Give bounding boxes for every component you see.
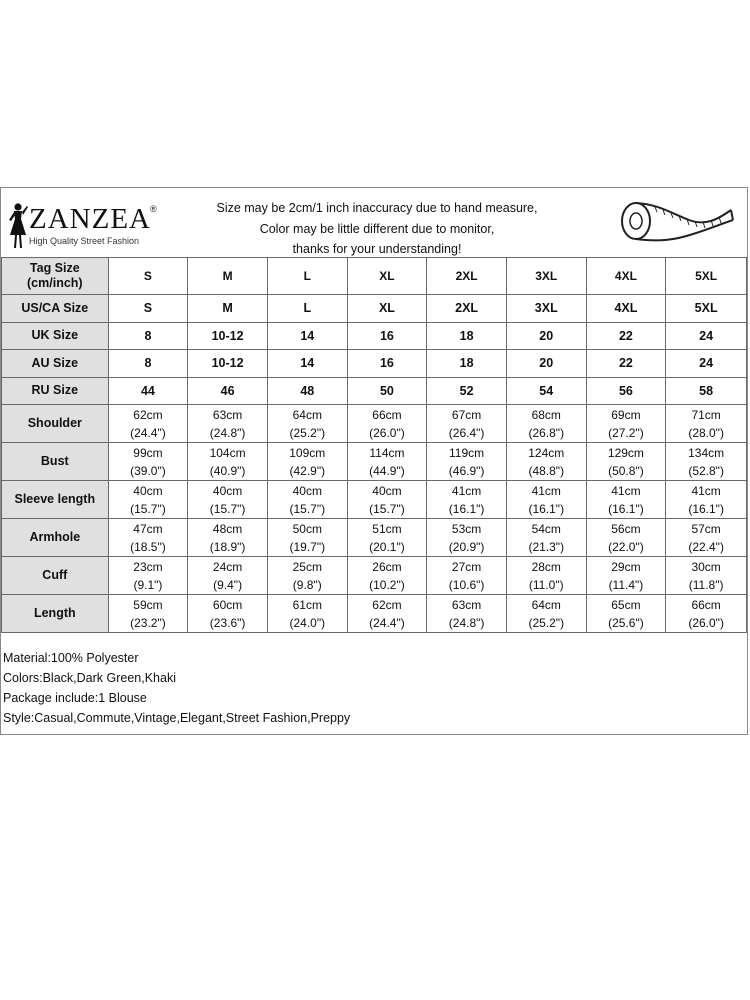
size-cell: S — [108, 258, 188, 295]
measurement-cm: 53cm — [451, 521, 482, 536]
measurement-cm: 129cm — [607, 445, 644, 460]
measurement-cm: 41cm — [611, 483, 641, 498]
row-label: RU Size — [2, 377, 109, 405]
measurement-cell — [188, 595, 268, 633]
measurement-inch: (24.8") — [209, 425, 246, 440]
size-cell: L — [267, 258, 347, 295]
measurement-cell — [347, 443, 427, 481]
chart-header — [1, 188, 749, 258]
measurement-cell — [427, 405, 507, 443]
product-specs — [3, 648, 350, 728]
size-cell: 3XL — [506, 258, 586, 295]
brand-logo — [7, 202, 187, 252]
measurement-row — [2, 405, 747, 443]
measurement-cell — [666, 557, 747, 595]
measurement-inch: (10.2") — [369, 577, 405, 592]
measurement-cell — [586, 405, 666, 443]
size-table — [1, 257, 747, 633]
measurement-cell — [427, 481, 507, 519]
size-cell: M — [188, 258, 268, 295]
measurement-inch: (46.9") — [448, 463, 485, 478]
measurement-inch: (24.8") — [448, 615, 485, 630]
measurement-cm: 50cm — [292, 521, 322, 536]
measurement-inch: (21.3") — [528, 539, 565, 554]
row-label: Shoulder — [2, 405, 109, 443]
measurement-cell — [267, 481, 347, 519]
spec-style: Style:Casual,Commute,Vintage,Elegant,Street Fashion,Preppy — [3, 711, 351, 725]
measuring-tape-icon — [613, 198, 735, 250]
size-value-cell: 58 — [666, 377, 747, 405]
size-value-cell: 16 — [347, 322, 427, 350]
size-conversion-row — [2, 295, 747, 323]
measurement-inch: (28.0") — [688, 425, 724, 440]
measurement-cell — [586, 443, 666, 481]
measurement-cm: 68cm — [531, 407, 561, 422]
measurement-inch: (25.2") — [528, 615, 565, 630]
measurement-cell — [666, 405, 747, 443]
size-conversion-row — [2, 350, 747, 378]
row-label: UK Size — [2, 322, 109, 350]
measurement-cell — [506, 443, 586, 481]
measurement-inch: (23.6") — [209, 615, 246, 630]
measurement-cell — [267, 519, 347, 557]
label-line: Tag Size — [29, 261, 80, 275]
row-label: Bust — [2, 443, 109, 481]
measurement-inch: (9.1") — [133, 577, 163, 592]
row-label: US/CA Size — [2, 295, 109, 323]
measurement-inch: (15.7") — [369, 501, 405, 516]
measurement-cell — [267, 595, 347, 633]
size-value-cell: 4XL — [586, 295, 666, 323]
measurement-inch: (16.1") — [448, 501, 485, 516]
size-value-cell: 20 — [506, 350, 586, 378]
size-value-cell: 10-12 — [188, 322, 268, 350]
measurement-inch: (18.9") — [209, 539, 246, 554]
size-value-cell: M — [188, 295, 268, 323]
measurement-inch: (27.2") — [608, 425, 644, 440]
size-value-cell: L — [267, 295, 347, 323]
measurement-cell — [506, 405, 586, 443]
measurement-cm: 25cm — [292, 559, 322, 574]
measurement-cell — [108, 405, 188, 443]
measurement-inch: (25.2") — [289, 425, 326, 440]
size-value-cell: 8 — [108, 322, 188, 350]
measurement-inch: (50.8") — [608, 463, 644, 478]
size-value-cell: 46 — [188, 377, 268, 405]
brand-name: ZANZEA — [29, 203, 151, 235]
size-cell: 5XL — [666, 258, 747, 295]
size-value-cell: 16 — [347, 350, 427, 378]
measurement-cm: 69cm — [611, 407, 641, 422]
spec-colors: Colors:Black,Dark Green,Khaki — [3, 671, 176, 685]
notice-line: Color may be little different due to monitor, — [259, 221, 495, 236]
measurement-cm: 54cm — [531, 521, 561, 536]
measurement-cm: 114cm — [369, 445, 405, 460]
size-value-cell: 50 — [347, 377, 427, 405]
size-value-cell: 20 — [506, 322, 586, 350]
measurement-cm: 41cm — [451, 483, 482, 498]
measurement-inch: (20.9") — [448, 539, 485, 554]
measurement-cm: 64cm — [292, 407, 322, 422]
notice-line: Size may be 2cm/1 inch inaccuracy due to hand measure, — [216, 201, 538, 215]
spec-material: Material:100% Polyester — [3, 651, 139, 665]
measurement-cm: 30cm — [691, 559, 721, 574]
label-line: (cm/inch) — [27, 276, 83, 290]
measurement-cm: 59cm — [133, 597, 163, 612]
size-value-cell: 10-12 — [188, 350, 268, 378]
measurement-cm: 48cm — [212, 521, 243, 536]
measurement-inch: (26.0") — [369, 425, 405, 440]
measurement-row — [2, 481, 747, 519]
measurement-inch: (26.4") — [448, 425, 485, 440]
size-value-cell: 18 — [427, 350, 507, 378]
size-value-cell: S — [108, 295, 188, 323]
size-cell: XL — [347, 258, 427, 295]
size-value-cell: 5XL — [666, 295, 747, 323]
measurement-cm: 29cm — [611, 559, 641, 574]
size-conversion-row — [2, 322, 747, 350]
measurement-inch: (11.8") — [688, 577, 724, 592]
measurement-cm: 61cm — [292, 597, 322, 612]
brand-tagline: High Quality Street Fashion — [29, 236, 140, 246]
measurement-cell — [586, 557, 666, 595]
measurement-cm: 51cm — [372, 521, 402, 536]
measurement-cm: 66cm — [691, 597, 721, 612]
measurement-cell — [506, 557, 586, 595]
measurement-cell — [666, 481, 747, 519]
woman-silhouette-icon — [7, 202, 29, 250]
measurement-cell — [188, 443, 268, 481]
measurement-inch: (19.7") — [289, 539, 326, 554]
size-value-cell: 24 — [666, 350, 747, 378]
size-chart — [0, 187, 748, 735]
measurement-cm: 62cm — [133, 407, 163, 422]
measurement-cm: 71cm — [691, 407, 721, 422]
measurement-inch: (20.1") — [369, 539, 405, 554]
measurement-inch: (26.8") — [528, 425, 565, 440]
measurement-cell — [666, 519, 747, 557]
measurement-cell — [267, 405, 347, 443]
measurement-cell — [188, 519, 268, 557]
row-label: Cuff — [2, 557, 109, 595]
measurement-inch: (11.4") — [608, 577, 644, 592]
measurement-inch: (15.7") — [289, 501, 326, 516]
measurement-cm: 27cm — [451, 559, 482, 574]
measurement-inch: (16.1") — [608, 501, 644, 516]
measurement-cm: 40cm — [372, 483, 402, 498]
measurement-cm: 99cm — [133, 445, 163, 460]
measurement-cell — [108, 481, 188, 519]
spec-package: Package include:1 Blouse — [3, 691, 147, 705]
measurement-cm: 63cm — [451, 597, 482, 612]
measurement-cell — [188, 557, 268, 595]
measurement-cell — [506, 595, 586, 633]
measurement-inch: (25.6") — [608, 615, 644, 630]
measurement-cell — [427, 443, 507, 481]
notice-line: thanks for your understanding! — [292, 242, 462, 256]
row-label: Length — [2, 595, 109, 633]
size-value-cell: 14 — [267, 322, 347, 350]
measurement-cell — [586, 595, 666, 633]
measurement-cell — [427, 557, 507, 595]
size-value-cell: 22 — [586, 350, 666, 378]
measurement-inch: (39.0") — [130, 463, 166, 478]
measurement-cell — [586, 519, 666, 557]
measurement-inch: (18.5") — [130, 539, 166, 554]
measurement-cell — [108, 443, 188, 481]
registered-mark: ® — [150, 204, 157, 214]
measurement-cell — [108, 557, 188, 595]
measurement-cm: 124cm — [528, 445, 565, 460]
measurement-cm: 26cm — [372, 559, 402, 574]
measurement-cm: 64cm — [531, 597, 561, 612]
row-label: Sleeve length — [2, 481, 109, 519]
measurement-cm: 63cm — [212, 407, 243, 422]
measurement-cell — [506, 481, 586, 519]
measurement-cm: 134cm — [688, 445, 725, 460]
measurement-cell — [427, 595, 507, 633]
size-value-cell: 18 — [427, 322, 507, 350]
measurement-row — [2, 519, 747, 557]
measurement-row — [2, 443, 747, 481]
size-value-cell: 22 — [586, 322, 666, 350]
size-conversion-row — [2, 377, 747, 405]
measurement-row — [2, 557, 747, 595]
measurement-inch: (24.4") — [369, 615, 405, 630]
measurement-inch: (15.7") — [209, 501, 246, 516]
row-label: AU Size — [2, 350, 109, 378]
measurement-cm: 56cm — [611, 521, 641, 536]
measurement-cm: 66cm — [372, 407, 402, 422]
measurement-cell — [188, 481, 268, 519]
measurement-inch: (9.8") — [292, 577, 322, 592]
size-cell: 4XL — [586, 258, 666, 295]
measurement-row — [2, 595, 747, 633]
measurement-cm: 41cm — [531, 483, 561, 498]
measurement-cell — [267, 443, 347, 481]
measurement-cell — [188, 405, 268, 443]
measurement-cell — [347, 405, 427, 443]
measurement-cm: 24cm — [212, 559, 243, 574]
size-value-cell: 14 — [267, 350, 347, 378]
measurement-cm: 41cm — [691, 483, 721, 498]
size-value-cell: 56 — [586, 377, 666, 405]
measurement-cell — [347, 481, 427, 519]
measurement-cm: 40cm — [212, 483, 243, 498]
measurement-cm: 119cm — [449, 445, 485, 460]
measurement-inch: (16.1") — [688, 501, 724, 516]
measurement-inch: (52.8") — [688, 463, 724, 478]
measurement-inch: (26.0") — [688, 615, 724, 630]
measurement-inch: (42.9") — [289, 463, 326, 478]
measurement-inch: (10.6") — [448, 577, 485, 592]
measurement-inch: (16.1") — [528, 501, 565, 516]
measurement-inch: (23.2") — [130, 615, 166, 630]
measurement-cm: 60cm — [212, 597, 243, 612]
measurement-cm: 62cm — [372, 597, 402, 612]
measurement-cm: 67cm — [451, 407, 482, 422]
measurement-cm: 104cm — [209, 445, 246, 460]
measurement-inch: (9.4") — [213, 577, 243, 592]
measurement-cm: 109cm — [289, 445, 326, 460]
size-value-cell: 24 — [666, 322, 747, 350]
size-value-cell: 2XL — [427, 295, 507, 323]
measurement-inch: (48.8") — [528, 463, 565, 478]
measurement-cell — [347, 557, 427, 595]
measurement-cm: 40cm — [292, 483, 322, 498]
measurement-cell — [347, 519, 427, 557]
size-value-cell: 54 — [506, 377, 586, 405]
measurement-cell — [108, 595, 188, 633]
measurement-inch: (24.4") — [130, 425, 166, 440]
size-table-body — [2, 258, 747, 633]
tag-size-row — [2, 258, 747, 295]
measurement-cell — [506, 519, 586, 557]
size-value-cell: 52 — [427, 377, 507, 405]
size-value-cell: 3XL — [506, 295, 586, 323]
measurement-cell — [108, 519, 188, 557]
measurement-cm: 23cm — [133, 559, 163, 574]
size-value-cell: 8 — [108, 350, 188, 378]
measurement-inch: (15.7") — [130, 501, 166, 516]
measurement-cm: 47cm — [133, 521, 163, 536]
row-label — [2, 258, 109, 295]
measurement-inch: (40.9") — [209, 463, 246, 478]
size-cell: 2XL — [427, 258, 507, 295]
measurement-inch: (11.0") — [528, 577, 564, 592]
measurement-notice — [197, 198, 557, 260]
measurement-cm: 57cm — [691, 521, 721, 536]
row-label: Armhole — [2, 519, 109, 557]
measurement-cell — [347, 595, 427, 633]
measurement-cm: 40cm — [133, 483, 163, 498]
measurement-inch: (22.4") — [688, 539, 724, 554]
size-value-cell: 44 — [108, 377, 188, 405]
measurement-cell — [267, 557, 347, 595]
measurement-cm: 65cm — [611, 597, 641, 612]
measurement-inch: (22.0") — [608, 539, 644, 554]
size-value-cell: 48 — [267, 377, 347, 405]
measurement-cell — [666, 443, 747, 481]
measurement-inch: (44.9") — [369, 463, 405, 478]
measurement-cell — [427, 519, 507, 557]
measurement-inch: (24.0") — [289, 615, 326, 630]
measurement-cell — [586, 481, 666, 519]
measurement-cm: 28cm — [531, 559, 561, 574]
measurement-cell — [666, 595, 747, 633]
size-value-cell: XL — [347, 295, 427, 323]
